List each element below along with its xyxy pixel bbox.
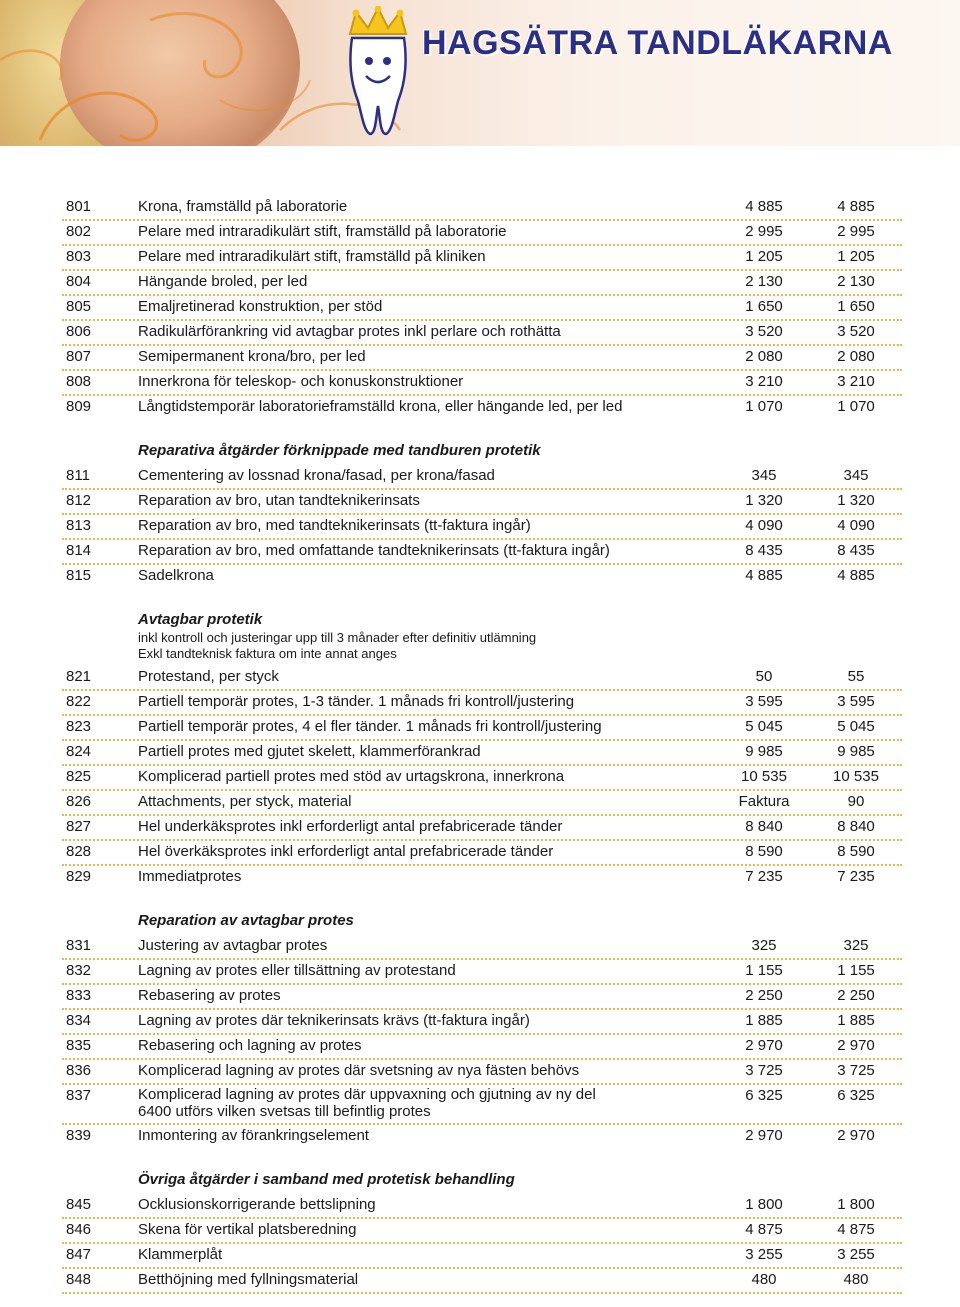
- row-code: 833: [66, 987, 92, 1004]
- spacer: [62, 588, 902, 610]
- row-price-alt: 7 235: [837, 868, 875, 885]
- row-price-alt: 4 885: [837, 198, 875, 215]
- decorative-swirls: [0, 0, 960, 146]
- row-price: 4 090: [745, 517, 783, 534]
- row-code: 815: [66, 567, 92, 584]
- table-row: [62, 666, 902, 691]
- row-price-alt: 2 130: [837, 273, 875, 290]
- row-price-alt: 90: [847, 793, 865, 810]
- row-price-alt: 1 885: [837, 1012, 875, 1029]
- table-row: [62, 841, 902, 866]
- row-code: 806: [66, 323, 92, 340]
- row-price-alt: 2 080: [837, 348, 875, 365]
- table-row: [62, 960, 902, 985]
- row-price-alt: 8 590: [837, 843, 875, 860]
- row-code: 807: [66, 348, 92, 365]
- row-price: 5 045: [745, 718, 783, 735]
- row-code: 836: [66, 1062, 92, 1079]
- row-code: 827: [66, 818, 92, 835]
- spacer: [62, 419, 902, 441]
- row-code: 803: [66, 248, 92, 265]
- row-description: Innerkrona för teleskop- och konuskonstruktioner: [138, 373, 464, 390]
- row-price: 345: [751, 467, 777, 484]
- row-price-alt: 10 535: [833, 768, 879, 785]
- row-description: Komplicerad lagning av protes där svetsning av nya fästen behövs: [138, 1062, 580, 1079]
- table-row: [62, 1035, 902, 1060]
- table-row: [62, 1244, 902, 1269]
- row-price-alt: 4 090: [837, 517, 875, 534]
- row-price: 4 885: [745, 567, 783, 584]
- row-code: 811: [66, 467, 90, 484]
- row-price: 2 995: [745, 223, 783, 240]
- row-description: Ocklusionskorrigerande bettslipning: [138, 1196, 376, 1213]
- table-row: [62, 935, 902, 960]
- row-description: Partiell temporär protes, 1-3 tänder. 1 månads fri kontroll/justering: [138, 693, 575, 710]
- row-code: 846: [66, 1221, 92, 1238]
- row-price-alt: 1 800: [837, 1196, 875, 1213]
- row-price: 1 650: [745, 298, 783, 315]
- row-description: Attachments, per styck, material: [138, 793, 352, 810]
- row-price-alt: 1 205: [837, 248, 875, 265]
- row-price: 325: [751, 937, 777, 954]
- table-row: [62, 1085, 902, 1125]
- section-note: inkl kontroll och justeringar upp till 3 månader efter definitiv utlämning: [138, 630, 537, 645]
- section-title: Reparativa åtgärder förknippade med tandburen protetik: [138, 442, 541, 459]
- row-price: 8 840: [745, 818, 783, 835]
- row-price-alt: 3 210: [837, 373, 875, 390]
- row-price-alt: 480: [843, 1271, 869, 1288]
- row-price: 8 435: [745, 542, 783, 559]
- row-description: Lagning av protes eller tillsättning av protestand: [138, 962, 456, 979]
- table-row: [62, 766, 902, 791]
- row-price-alt: 9 985: [837, 743, 875, 760]
- table-row: [62, 465, 902, 490]
- row-price: 3 255: [745, 1246, 783, 1263]
- section-other-measures: [62, 1170, 902, 1294]
- table-row: [62, 716, 902, 741]
- row-description: Sadelkrona: [138, 567, 214, 584]
- row-description: Protestand, per styck: [138, 668, 279, 685]
- row-description: Justering av avtagbar protes: [138, 937, 328, 954]
- table-row: [62, 346, 902, 371]
- row-price-alt: 345: [843, 467, 869, 484]
- row-description: Långtidstemporär laboratorieframställd krona, eller hängande led, per led: [138, 398, 623, 415]
- section-repairs: [62, 441, 902, 588]
- row-code: 826: [66, 793, 92, 810]
- table-row: [62, 1060, 902, 1085]
- row-code: 837: [66, 1087, 92, 1104]
- table-row: [62, 515, 902, 540]
- row-price: 2 250: [745, 987, 783, 1004]
- row-code: 847: [66, 1246, 92, 1263]
- row-code: 825: [66, 768, 92, 785]
- row-price-alt: 6 325: [837, 1087, 875, 1104]
- row-price: 1 800: [745, 1196, 783, 1213]
- row-code: 834: [66, 1012, 92, 1029]
- table-row: [62, 540, 902, 565]
- row-price-alt: 55: [847, 668, 865, 685]
- row-description: Cementering av lossnad krona/fasad, per krona/fasad: [138, 467, 495, 484]
- row-code: 813: [66, 517, 92, 534]
- row-price-alt: 8 435: [837, 542, 875, 559]
- row-price: 1 205: [745, 248, 783, 265]
- section-title: Reparation av avtagbar protes: [138, 912, 354, 929]
- row-description: Lagning av protes där teknikerinsats krävs (tt-faktura ingår): [138, 1012, 530, 1029]
- row-price: 50: [755, 668, 773, 685]
- row-description: Skena för vertikal platsberedning: [138, 1221, 357, 1238]
- row-price: Faktura: [738, 793, 790, 810]
- row-price: 4 885: [745, 198, 783, 215]
- row-code: 829: [66, 868, 92, 885]
- row-price: 2 970: [745, 1037, 783, 1054]
- table-row: [62, 296, 902, 321]
- row-price: 1 320: [745, 492, 783, 509]
- table-row: [62, 1269, 902, 1294]
- row-description: Reparation av bro, utan tandteknikerinsats: [138, 492, 420, 509]
- row-code: 845: [66, 1196, 92, 1213]
- row-price-alt: 325: [843, 937, 869, 954]
- section-title: Avtagbar protetik: [138, 611, 263, 628]
- row-price-alt: 3 520: [837, 323, 875, 340]
- spacer: [62, 1148, 902, 1170]
- row-code: 814: [66, 542, 92, 559]
- row-price: 2 970: [745, 1127, 783, 1144]
- row-description: Reparation av bro, med tandteknikerinsats (tt-faktura ingår): [138, 517, 531, 534]
- row-code: 824: [66, 743, 92, 760]
- row-description: Reparation av bro, med omfattande tandteknikerinsats (tt-faktura ingår): [138, 542, 610, 559]
- table-row: [62, 196, 902, 221]
- tooth-mascot-icon: [338, 6, 418, 141]
- row-code: 809: [66, 398, 92, 415]
- row-price-alt: 2 995: [837, 223, 875, 240]
- table-row: [62, 866, 902, 889]
- row-price: 1 885: [745, 1012, 783, 1029]
- table-row: [62, 490, 902, 515]
- row-price: 6 325: [745, 1087, 783, 1104]
- row-code: 801: [66, 198, 92, 215]
- row-code: 804: [66, 273, 92, 290]
- row-code: 802: [66, 223, 92, 240]
- row-price: 2 080: [745, 348, 783, 365]
- row-price-alt: 2 250: [837, 987, 875, 1004]
- row-price-alt: 2 970: [837, 1127, 875, 1144]
- row-description: Rebasering av protes: [138, 987, 281, 1004]
- row-description: Hel underkäksprotes inkl erforderligt antal prefabricerade tänder: [138, 818, 563, 835]
- table-row: [62, 246, 902, 271]
- row-code: 808: [66, 373, 92, 390]
- row-code: 848: [66, 1271, 92, 1288]
- table-row: [62, 221, 902, 246]
- table-row: [62, 691, 902, 716]
- row-description: [138, 1086, 718, 1120]
- section-removable-repairs: [62, 911, 902, 1148]
- page-title: HAGSÄTRA TANDLÄKARNA: [422, 24, 893, 62]
- row-price: 480: [751, 1271, 777, 1288]
- row-description: Pelare med intraradikulärt stift, framställd på laboratorie: [138, 223, 507, 240]
- section-prosthetics: [62, 196, 902, 419]
- row-price: 3 520: [745, 323, 783, 340]
- row-price: 7 235: [745, 868, 783, 885]
- row-price-alt: 1 155: [837, 962, 875, 979]
- row-description: Rebasering och lagning av protes: [138, 1037, 362, 1054]
- section-note: Exkl tandteknisk faktura om inte annat anges: [138, 646, 397, 661]
- row-price: 2 130: [745, 273, 783, 290]
- spacer: [62, 889, 902, 911]
- row-code: 823: [66, 718, 92, 735]
- row-price-alt: 2 970: [837, 1037, 875, 1054]
- row-price: 9 985: [745, 743, 783, 760]
- row-description: Betthöjning med fyllningsmaterial: [138, 1271, 359, 1288]
- row-price-alt: 4 875: [837, 1221, 875, 1238]
- table-row: [62, 396, 902, 419]
- row-code: 812: [66, 492, 92, 509]
- row-price: 4 875: [745, 1221, 783, 1238]
- row-price-alt: 1 320: [837, 492, 875, 509]
- header-banner: [0, 0, 960, 146]
- table-row: [62, 1219, 902, 1244]
- row-code: 805: [66, 298, 92, 315]
- row-code: 831: [66, 937, 92, 954]
- row-price-alt: 3 595: [837, 693, 875, 710]
- row-description: Immediatprotes: [138, 868, 242, 885]
- row-description: Hängande broled, per led: [138, 273, 308, 290]
- row-description: Partiell protes med gjutet skelett, klammerförankrad: [138, 743, 481, 760]
- row-description-line1: Komplicerad lagning av protes där uppvaxning och gjutning av ny del: [138, 1086, 596, 1103]
- row-price: 3 725: [745, 1062, 783, 1079]
- table-row: [62, 985, 902, 1010]
- row-description: Partiell temporär protes, 4 el fler tänder. 1 månads fri kontroll/justering: [138, 718, 602, 735]
- row-description: Inmontering av förankringselement: [138, 1127, 369, 1144]
- table-row: [62, 791, 902, 816]
- table-row: [62, 741, 902, 766]
- row-description: Hel överkäksprotes inkl erforderligt antal prefabricerade tänder: [138, 843, 554, 860]
- section-removable-prosthetics: [62, 610, 902, 889]
- row-code: 835: [66, 1037, 92, 1054]
- row-code: 832: [66, 962, 92, 979]
- row-price-alt: 3 725: [837, 1062, 875, 1079]
- table-row: [62, 1125, 902, 1148]
- row-description: Radikulärförankring vid avtagbar protes inkl perlare och rothätta: [138, 323, 561, 340]
- row-price: 3 210: [745, 373, 783, 390]
- table-row: [62, 371, 902, 396]
- row-code: 839: [66, 1127, 92, 1144]
- table-row: [62, 271, 902, 296]
- row-code: 822: [66, 693, 92, 710]
- row-price: 1 155: [745, 962, 783, 979]
- table-row: [62, 1194, 902, 1219]
- table-row: [62, 565, 902, 588]
- row-price-alt: 8 840: [837, 818, 875, 835]
- section-title: Övriga åtgärder i samband med protetisk behandling: [138, 1171, 515, 1188]
- row-description: Klammerplåt: [138, 1246, 223, 1263]
- row-price: 1 070: [745, 398, 783, 415]
- row-price-alt: 5 045: [837, 718, 875, 735]
- row-description: Pelare med intraradikulärt stift, framställd på kliniken: [138, 248, 486, 265]
- table-row: [62, 321, 902, 346]
- table-row: [62, 1010, 902, 1035]
- row-code: 828: [66, 843, 92, 860]
- row-description: Krona, framställd på laboratorie: [138, 198, 348, 215]
- row-price-alt: 1 070: [837, 398, 875, 415]
- row-price: 8 590: [745, 843, 783, 860]
- row-price-alt: 1 650: [837, 298, 875, 315]
- row-price: 10 535: [741, 768, 787, 785]
- row-description: Komplicerad partiell protes med stöd av urtagskrona, innerkrona: [138, 768, 565, 785]
- row-description-line2: 6400 utförs vilken svetsas till befintlig protes: [138, 1103, 431, 1120]
- row-price-alt: 4 885: [837, 567, 875, 584]
- row-price-alt: 3 255: [837, 1246, 875, 1263]
- row-description: Emaljretinerad konstruktion, per stöd: [138, 298, 383, 315]
- row-code: 821: [66, 668, 92, 685]
- row-description: Semipermanent krona/bro, per led: [138, 348, 366, 365]
- row-price: 3 595: [745, 693, 783, 710]
- table-row: [62, 816, 902, 841]
- price-list: [62, 196, 902, 1294]
